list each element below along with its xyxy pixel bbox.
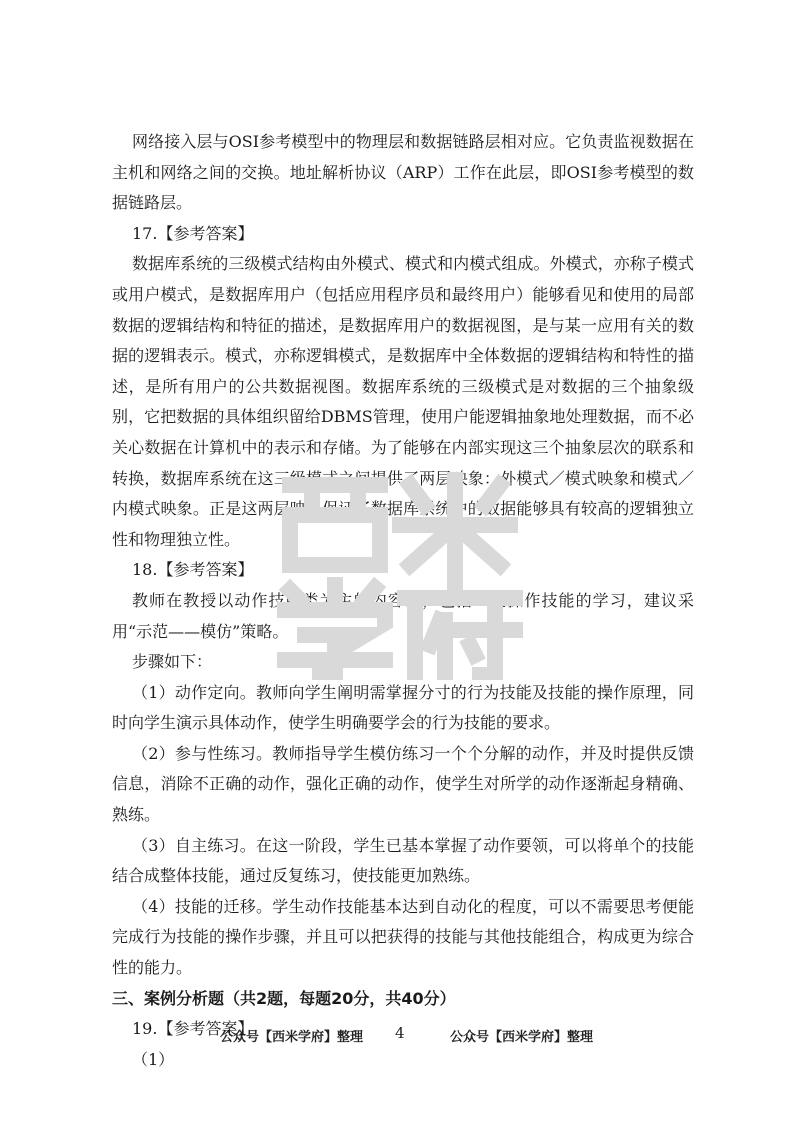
footer-right-credit: 公众号【西米学府】整理 (450, 1030, 594, 1045)
answer-19-label: 19.【参考答案】 (132, 1019, 254, 1039)
step-2: （2）参与性练习。教师指导学生模仿练习一个个分解的动作，并及时提供反馈信息，消除不正确的动作，强化正确的动作，使学生对所学的动作逐渐起身精确、熟练。 (112, 743, 694, 825)
footer-left-credit: 公众号【西米学府】整理 (220, 1030, 364, 1045)
page-footer (0, 1026, 800, 1048)
answer-17-text: 数据库系统的三级模式结构由外模式、模式和内模式组成。外模式，亦称子模式或用户模式，是数据库用户（包括应用程序员和最终用户）能够看见和使用的局部数据的逻辑结构和特征的描述，是数据库用户的数据视图，是与某一应用有关的数据的逻辑表示。模式，亦称逻辑模式，是数据库中全体数据的逻辑结构和特性的描述，是所有用户的公共数据视图。数据库系统的三级模式是对数据的三个抽象级别，它把数据的具体组织留给DBMS管理，使用户能逻辑抽象地处理数据，而不必关心数据在计算机中的表示和存储。为了能够在内部实现这三个抽象层次的联系和转换，数据库系统在这三级模式之间提供了两层映象：外模式／模式映象和模式／内模式映象。正是这两层映象保证了数据库系统中的数据能够具有较高的逻辑独立性和物理独立性。 (112, 254, 694, 549)
page-number: 4 (395, 1024, 405, 1042)
step-4: （4）技能的迁移。学生动作技能基本达到自动化的程度，可以不需要思考便能完成行为技能的操作步骤，并且可以把获得的技能与其他技能组合，构成更为综合性的能力。 (112, 896, 694, 978)
steps-label: 步骤如下： (132, 652, 213, 672)
answer-17-label: 17.【参考答案】 (132, 223, 254, 243)
step-1: （1）动作定向。教师向学生阐明需掌握分寸的行为技能及技能的操作原理，同时向学生演示具体动作，使学生明确要学会的行为技能的要求。 (112, 682, 694, 733)
step-3: （3）自主练习。在这一阶段，学生已基本掌握了动作要领，可以将单个的技能结合成整体技能，通过反复练习，使技能更加熟练。 (112, 835, 694, 886)
section-3-heading: 三、案例分析题（共2题，每题20分，共40分） (112, 988, 456, 1008)
answer-19-item-1: （1） (132, 1049, 175, 1069)
answer-18-label: 18.【参考答案】 (132, 560, 254, 580)
answer-18-text: 教师在教授以动作技能类为主的内容时，包括一些操作技能的学习，建议采用“示范——模仿”策略。 (112, 590, 694, 641)
paragraph-network-layer: 网络接入层与OSI参考模型中的物理层和数据链路层相对应。它负责监视数据在主机和网络之间的交换。地址解析协议（ARP）工作在此层，即OSI参考模型的数据链路层。 (112, 132, 694, 213)
page-body (112, 127, 694, 1075)
